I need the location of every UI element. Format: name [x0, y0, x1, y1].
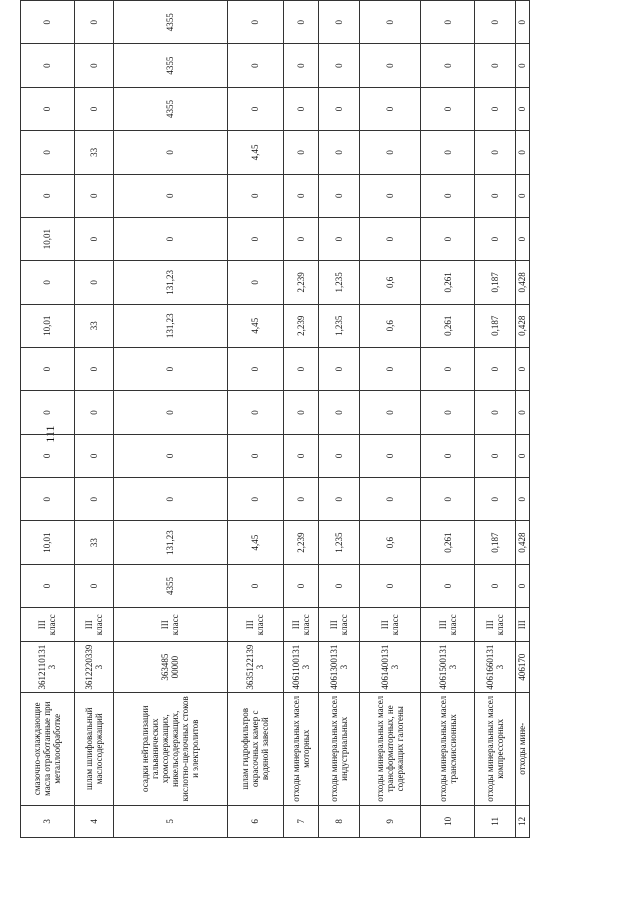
cell-value: 10,01: [21, 217, 75, 260]
row-number: 7: [283, 805, 319, 837]
cell-value: 0: [421, 44, 475, 87]
cell-value: 0: [74, 478, 113, 521]
cell-value: 0: [283, 174, 319, 217]
cell-value: 0: [227, 261, 283, 304]
waste-code: 406170: [515, 642, 529, 692]
cell-value: 0: [21, 347, 75, 390]
cell-value: 0: [74, 44, 113, 87]
cell-value: 0: [227, 87, 283, 130]
cell-value: 0: [74, 174, 113, 217]
table-row: [515, 1, 529, 838]
cell-value: 0: [74, 217, 113, 260]
cell-value: 0: [421, 174, 475, 217]
cell-value: 0: [113, 478, 227, 521]
hazard-class: III класс: [227, 608, 283, 642]
cell-value: 0: [113, 217, 227, 260]
cell-value: 0,187: [475, 304, 516, 347]
table-row: [359, 1, 420, 838]
hazard-class: III класс: [475, 608, 516, 642]
cell-value: 0: [283, 44, 319, 87]
hazard-class: III класс: [74, 608, 113, 642]
cell-value: 0,187: [475, 261, 516, 304]
cell-value: 0: [515, 391, 529, 434]
cell-value: 0: [283, 347, 319, 390]
cell-value: 10,01: [21, 304, 75, 347]
cell-value: 0: [421, 434, 475, 477]
cell-value: 0: [421, 347, 475, 390]
cell-value: 0: [421, 1, 475, 44]
cell-value: 0,428: [515, 304, 529, 347]
waste-code: 40616601313: [475, 642, 516, 692]
cell-value: 0: [227, 44, 283, 87]
row-number: 6: [227, 805, 283, 837]
cell-value: 0: [421, 391, 475, 434]
cell-value: 0: [319, 174, 360, 217]
hazard-class: III класс: [21, 608, 75, 642]
cell-value: 0: [515, 1, 529, 44]
cell-value: 0: [421, 87, 475, 130]
cell-value: 0: [227, 391, 283, 434]
cell-value: 1,235: [319, 304, 360, 347]
row-number: 8: [319, 805, 360, 837]
cell-value: 0: [475, 131, 516, 174]
cell-value: 4355: [113, 44, 227, 87]
cell-value: 0: [359, 391, 420, 434]
cell-value: 0: [113, 174, 227, 217]
row-number: 5: [113, 805, 227, 837]
cell-value: 0: [21, 478, 75, 521]
cell-value: 0: [113, 131, 227, 174]
cell-value: 0: [515, 564, 529, 607]
cell-value: 0: [421, 131, 475, 174]
waste-name: осадки нейтрализации гальванических хромсодержащих, никельсодержащих, кислотно-щелочных стоков и электролитов: [113, 692, 227, 805]
cell-value: 10,01: [21, 521, 75, 564]
cell-value: 0: [359, 347, 420, 390]
cell-value: 0: [74, 1, 113, 44]
table-row: [421, 1, 475, 838]
cell-value: 1,235: [319, 261, 360, 304]
waste-code: 40614001313: [359, 642, 420, 692]
cell-value: 0: [475, 174, 516, 217]
waste-code: 40613001313: [319, 642, 360, 692]
waste-name: отходы минеральных масел компрессорных: [475, 692, 516, 805]
cell-value: 0: [359, 478, 420, 521]
hazard-class: III: [515, 608, 529, 642]
cell-value: 0,6: [359, 261, 420, 304]
waste-code: 363485 00000: [113, 642, 227, 692]
cell-value: 0: [74, 261, 113, 304]
cell-value: 0: [515, 478, 529, 521]
hazard-class: III класс: [359, 608, 420, 642]
cell-value: 0: [74, 391, 113, 434]
cell-value: 0: [283, 87, 319, 130]
cell-value: 0: [421, 478, 475, 521]
cell-value: 0,428: [515, 521, 529, 564]
cell-value: 4355: [113, 87, 227, 130]
hazard-class: III класс: [283, 608, 319, 642]
cell-value: 2,239: [283, 304, 319, 347]
row-number: 11: [475, 805, 516, 837]
hazard-class: III класс: [113, 608, 227, 642]
page-number: 111: [43, 425, 57, 443]
cell-value: 0: [227, 1, 283, 44]
cell-value: 0: [227, 347, 283, 390]
cell-value: 0,187: [475, 521, 516, 564]
table-body: [21, 1, 530, 838]
cell-value: 131,23: [113, 304, 227, 347]
cell-value: 0: [515, 44, 529, 87]
cell-value: 0: [475, 564, 516, 607]
cell-value: 0: [475, 87, 516, 130]
waste-name: отходы минеральных масел трансформаторных, не содержащих галогены: [359, 692, 420, 805]
cell-value: 0: [21, 564, 75, 607]
cell-value: 4,45: [227, 304, 283, 347]
cell-value: 0: [475, 217, 516, 260]
cell-value: 33: [74, 521, 113, 564]
table-row: [475, 1, 516, 838]
cell-value: 0: [359, 434, 420, 477]
waste-code: 36122203393: [74, 642, 113, 692]
cell-value: 0: [74, 87, 113, 130]
table-row: [21, 1, 75, 838]
cell-value: 0: [319, 87, 360, 130]
cell-value: 0,261: [421, 304, 475, 347]
cell-value: 0: [319, 1, 360, 44]
waste-code: 40611001313: [283, 642, 319, 692]
cell-value: 0: [113, 347, 227, 390]
cell-value: 0: [515, 217, 529, 260]
waste-name: шлам шлифовальный маслосодержащий: [74, 692, 113, 805]
cell-value: 0: [359, 44, 420, 87]
cell-value: 0: [113, 391, 227, 434]
cell-value: 0: [21, 131, 75, 174]
cell-value: 0: [319, 217, 360, 260]
cell-value: 0: [359, 131, 420, 174]
cell-value: 0,428: [515, 261, 529, 304]
hazard-class: III класс: [421, 608, 475, 642]
cell-value: 0: [283, 217, 319, 260]
waste-name: шлам гидрофильтров окрасочных камер с водяной завесой: [227, 692, 283, 805]
cell-value: 0: [283, 1, 319, 44]
cell-value: 33: [74, 304, 113, 347]
waste-code: 36121101313: [21, 642, 75, 692]
cell-value: 0: [74, 564, 113, 607]
cell-value: 0: [515, 87, 529, 130]
cell-value: 0: [319, 434, 360, 477]
cell-value: 0: [21, 87, 75, 130]
row-number: 4: [74, 805, 113, 837]
cell-value: 0: [475, 1, 516, 44]
cell-value: 0: [283, 391, 319, 434]
cell-value: 0: [283, 131, 319, 174]
cell-value: 0: [515, 131, 529, 174]
table-row: [319, 1, 360, 838]
cell-value: 0: [227, 217, 283, 260]
cell-value: 0: [74, 434, 113, 477]
cell-value: 0: [319, 564, 360, 607]
cell-value: 4355: [113, 1, 227, 44]
table-row: [74, 1, 113, 838]
row-number: 12: [515, 805, 529, 837]
cell-value: 0: [21, 44, 75, 87]
cell-value: 0: [515, 174, 529, 217]
rotated-table-wrapper: [20, 0, 530, 838]
cell-value: 0: [359, 174, 420, 217]
waste-table: [20, 0, 530, 838]
cell-value: 0,6: [359, 521, 420, 564]
cell-value: 0,261: [421, 261, 475, 304]
cell-value: 0: [359, 87, 420, 130]
cell-value: 131,23: [113, 261, 227, 304]
cell-value: 0: [421, 217, 475, 260]
cell-value: 0,6: [359, 304, 420, 347]
cell-value: 0: [319, 391, 360, 434]
cell-value: 0: [21, 391, 75, 434]
cell-value: 0: [475, 44, 516, 87]
cell-value: 0: [421, 564, 475, 607]
cell-value: 0: [21, 174, 75, 217]
cell-value: 0: [359, 217, 420, 260]
row-number: 9: [359, 805, 420, 837]
cell-value: 0: [227, 564, 283, 607]
cell-value: 4,45: [227, 131, 283, 174]
waste-code: 40615001313: [421, 642, 475, 692]
table-row: [283, 1, 319, 838]
cell-value: 0: [227, 434, 283, 477]
cell-value: 0: [319, 131, 360, 174]
cell-value: 0: [359, 564, 420, 607]
cell-value: 0: [515, 347, 529, 390]
cell-value: 0: [475, 347, 516, 390]
waste-name: отходы минеральных масел моторных: [283, 692, 319, 805]
cell-value: 0: [475, 434, 516, 477]
cell-value: 0: [319, 347, 360, 390]
waste-code: 36351221393: [227, 642, 283, 692]
cell-value: 0: [283, 434, 319, 477]
cell-value: 0: [227, 174, 283, 217]
waste-name: отходы минеральных масел индустриальных: [319, 692, 360, 805]
cell-value: 0: [475, 391, 516, 434]
cell-value: 0: [74, 347, 113, 390]
cell-value: 4,45: [227, 521, 283, 564]
cell-value: 0: [283, 478, 319, 521]
cell-value: 0: [113, 434, 227, 477]
cell-value: 2,239: [283, 521, 319, 564]
table-row: [113, 1, 227, 838]
cell-value: 0: [21, 1, 75, 44]
cell-value: 0: [319, 478, 360, 521]
cell-value: 0: [283, 564, 319, 607]
cell-value: 131,23: [113, 521, 227, 564]
cell-value: 1,235: [319, 521, 360, 564]
waste-name: отходы мине-: [515, 692, 529, 805]
cell-value: 0: [475, 478, 516, 521]
waste-name: отходы минеральных масел трансмиссионных: [421, 692, 475, 805]
cell-value: 0,261: [421, 521, 475, 564]
cell-value: 2,239: [283, 261, 319, 304]
table-row: [227, 1, 283, 838]
hazard-class: III класс: [319, 608, 360, 642]
cell-value: 0: [21, 434, 75, 477]
cell-value: 0: [227, 478, 283, 521]
cell-value: 0: [515, 434, 529, 477]
row-number: 10: [421, 805, 475, 837]
cell-value: 4355: [113, 564, 227, 607]
row-number: 3: [21, 805, 75, 837]
cell-value: 0: [359, 1, 420, 44]
cell-value: 0: [21, 261, 75, 304]
cell-value: 0: [319, 44, 360, 87]
cell-value: 33: [74, 131, 113, 174]
waste-name: смазочно-охлаждающие масла отработанные при металлообработке: [21, 692, 75, 805]
